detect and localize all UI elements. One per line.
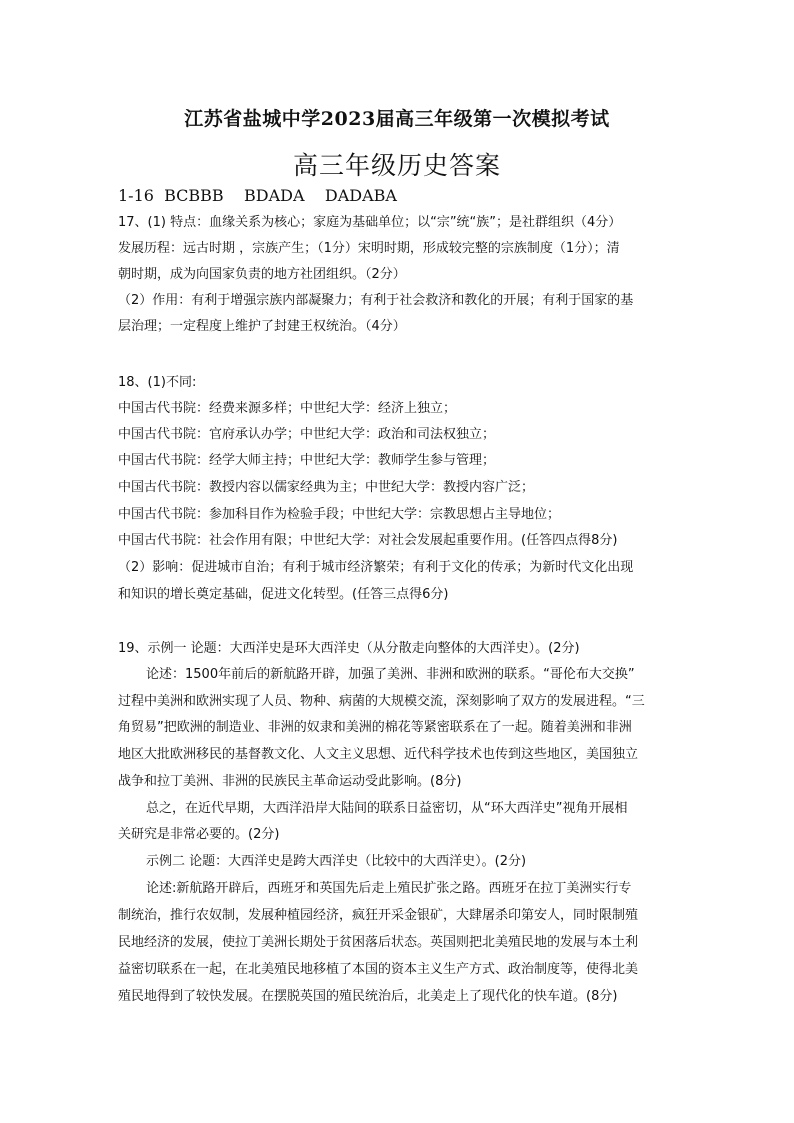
q19-example2-argument-line5: 殖民地得到了较快发展。在摆脱英国的殖民统治后，北美走上了现代化的快车道。(8分) — [118, 989, 618, 1004]
q18-heading: 18、(1)不同: — [118, 375, 197, 390]
q19-example1-argument-line3: 角贸易”把欧洲的制造业、非洲的奴隶和美洲的棉花等紧密联系在了一起。随着美洲和非洲 — [118, 720, 632, 735]
q19-example2-argument-line3: 民地经济的发展，使拉丁美洲长期处于贫困落后状态。英国则把北美殖民地的发展与本土利 — [118, 935, 639, 950]
q18-difference-2: 中国古代书院：官府承认办学；中世纪大学：政治和司法权独立； — [118, 427, 496, 442]
q17-part1-line1: 17、(1) 特点：血缘关系为核心；家庭为基础单位；以“宗”统“族”；是社群组织（4分） — [118, 215, 622, 230]
q18-part2-line1: （2）影响：促进城市自治；有利于城市经济繁荣；有利于文化的传承；为新时代文化出现 — [118, 560, 634, 575]
q19-example1-conclusion-line2: 关研究是非常必要的。(2分) — [118, 827, 280, 842]
q19-example2-argument-line1: 论述:新航路开辟后，西班牙和英国先后走上殖民扩张之路。西班牙在拉丁美洲实行专 — [146, 881, 632, 896]
q18-part2-line2: 和知识的增长奠定基础，促进文化转型。(任答三点得6分) — [118, 587, 449, 602]
q17-part2-line2: 层治理；一定程度上维护了封建王权统治。（4分） — [118, 319, 406, 334]
q18-difference-1: 中国古代书院：经费来源多样；中世纪大学：经济上独立； — [118, 401, 457, 416]
choice-answers: 1-16 BCBBB BDADA DADABA — [118, 186, 397, 205]
q19-example1-argument-line4: 地区大批欧洲移民的基督教文化、人文主义思想、近代科学技术也传到这些地区，美国独立 — [118, 747, 639, 762]
q18-difference-5: 中国古代书院：参加科目作为检验手段；中世纪大学：宗教思想占主导地位； — [118, 507, 561, 522]
q19-example1-argument-line1: 论述：1500年前后的新航路开辟，加强了美洲、非洲和欧洲的联系。“哥伦布大交换” — [146, 667, 635, 682]
q19-example1-argument-line5: 战争和拉丁美洲、非洲的民族民主革命运动受此影响。(8分) — [118, 774, 462, 789]
q19-example2-thesis: 示例二 论题：大西洋史是跨大西洋史（比较中的大西洋史）。(2分) — [146, 854, 527, 869]
q19-example1-argument-line2: 过程中美洲和欧洲实现了人员、物种、病菌的大规模交流，深刻影响了双方的发展进程。“三 — [118, 694, 645, 709]
q19-example2-argument-line2: 制统治，推行农奴制，发展种植园经济，疯狂开采金银矿，大肆屠杀印第安人，同时限制殖 — [118, 908, 639, 923]
q19-example1-conclusion-line1: 总之，在近代早期，大西洋沿岸大陆间的联系日益密切，从“环大西洋史”视角开展相 — [146, 801, 628, 816]
q18-difference-6: 中国古代书院：社会作用有限；中世纪大学：对社会发展起重要作用。(任答四点得8分) — [118, 533, 618, 548]
exam-title: 江苏省盐城中学2023届高三年级第一次模拟考试 — [184, 108, 610, 130]
q17-part2-line1: （2）作用：有利于增强宗族内部凝聚力；有利于社会救济和教化的开展；有利于国家的基 — [118, 293, 634, 308]
q19-example1-thesis: 19、示例一 论题：大西洋史是环大西洋史（从分散走向整体的大西洋史）。(2分) — [118, 641, 580, 656]
document-title: 高三年级历史答案 — [292, 151, 501, 180]
q17-part1-line3: 朝时期，成为向国家负责的地方社团组织。（2分） — [118, 267, 406, 282]
q18-difference-3: 中国古代书院：经学大师主持；中世纪大学：教师学生参与管理； — [118, 453, 496, 468]
q19-example2-argument-line4: 益密切联系在一起，在北美殖民地移植了本国的资本主义生产方式、政治制度等，使得北美 — [118, 962, 639, 977]
q18-difference-4: 中国古代书院：教授内容以儒家经典为主；中世纪大学：教授内容广泛； — [118, 480, 535, 495]
q17-part1-line2: 发展历程：远古时期 ，宗族产生；（1分）宋明时期，形成较完整的宗族制度（1分）；清 — [118, 241, 620, 256]
